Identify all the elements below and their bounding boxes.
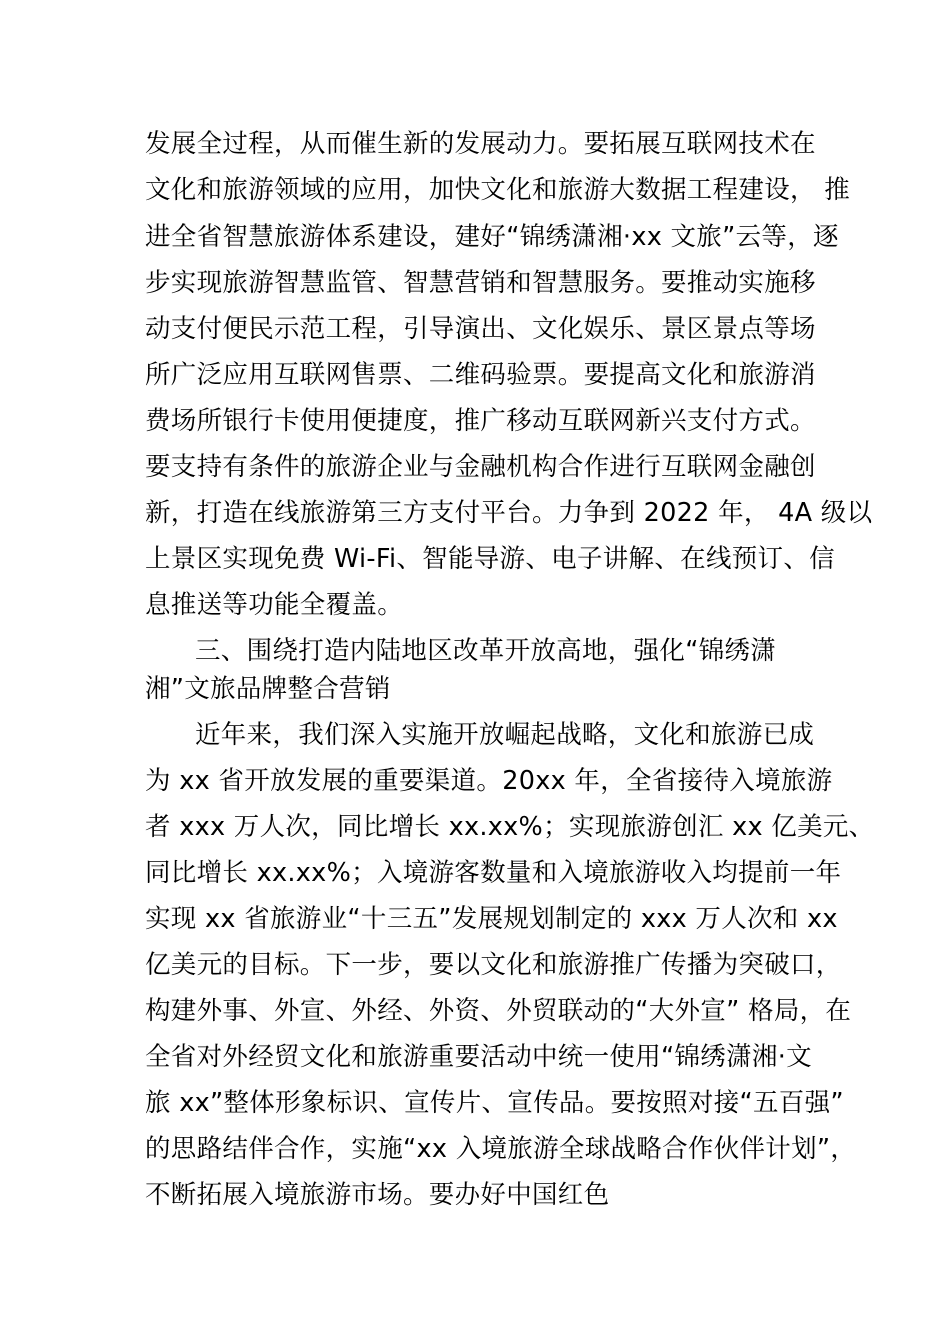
text-line: 不断拓展入境旅游市场。要办好中国红色 — [145, 1180, 610, 1210]
section-heading: 湘”文旅品牌整合营销 — [145, 674, 391, 704]
text-line: 所广泛应用互联网售票、二维码验票。要提高文化和旅游消 — [145, 360, 816, 390]
text-line: 为 xx 省开放发展的重要渠道。20xx 年，全省接待入境旅游 — [145, 766, 833, 796]
text-line: 者 xxx 万人次，同比增长 xx.xx%；实现旅游创汇 xx 亿美元、 — [145, 812, 875, 842]
text-line: 息推送等功能全覆盖。 — [145, 590, 404, 620]
text-line: 构建外事、外宣、外经、外资、外贸联动的“大外宣” 格局，在 — [145, 996, 852, 1026]
text-line: 同比增长 xx.xx%；入境游客数量和入境旅游收入均提前一年 — [145, 858, 842, 888]
section-heading: 三、围绕打造内陆地区改革开放高地，强化“锦绣潇 — [195, 636, 777, 666]
text-line: 步实现旅游智慧监管、智慧营销和智慧服务。要推动实施移 — [145, 268, 816, 298]
text-line: 动支付便民示范工程，引导演出、文化娱乐、景区景点等场 — [145, 314, 816, 344]
text-line: 的思路结伴合作，实施“xx 入境旅游全球战略合作伙伴计划”， — [145, 1134, 857, 1164]
text-line: 发展全过程，从而催生新的发展动力。要拓展互联网技术在 — [145, 129, 816, 159]
text-line: 近年来，我们深入实施开放崛起战略，文化和旅游已成 — [195, 720, 815, 750]
text-line: 新，打造在线旅游第三方支付平台。力争到 2022 年， 4A 级以 — [145, 498, 873, 528]
text-line: 旅 xx”整体形象标识、宣传片、宣传品。要按照对接“五百强” — [145, 1088, 844, 1118]
text-line: 费场所银行卡使用便捷度，推广移动互联网新兴支付方式。 — [145, 406, 816, 436]
text-line: 实现 xx 省旅游业“十三五”发展规划制定的 xxx 万人次和 xx — [145, 904, 838, 934]
text-line: 全省对外经贸文化和旅游重要活动中统一使用“锦绣潇湘·文 — [145, 1042, 812, 1072]
text-line: 要支持有条件的旅游企业与金融机构合作进行互联网金融创 — [145, 452, 816, 482]
text-line: 进全省智慧旅游体系建设，建好“锦绣潇湘·xx 文旅”云等，逐 — [145, 222, 839, 252]
text-line: 文化和旅游领域的应用，加快文化和旅游大数据工程建设， 推 — [145, 175, 851, 205]
text-line: 亿美元的目标。下一步，要以文化和旅游推广传播为突破口， — [145, 950, 842, 980]
text-line: 上景区实现免费 Wi-Fi、智能导游、电子讲解、在线预订、信 — [145, 544, 835, 574]
